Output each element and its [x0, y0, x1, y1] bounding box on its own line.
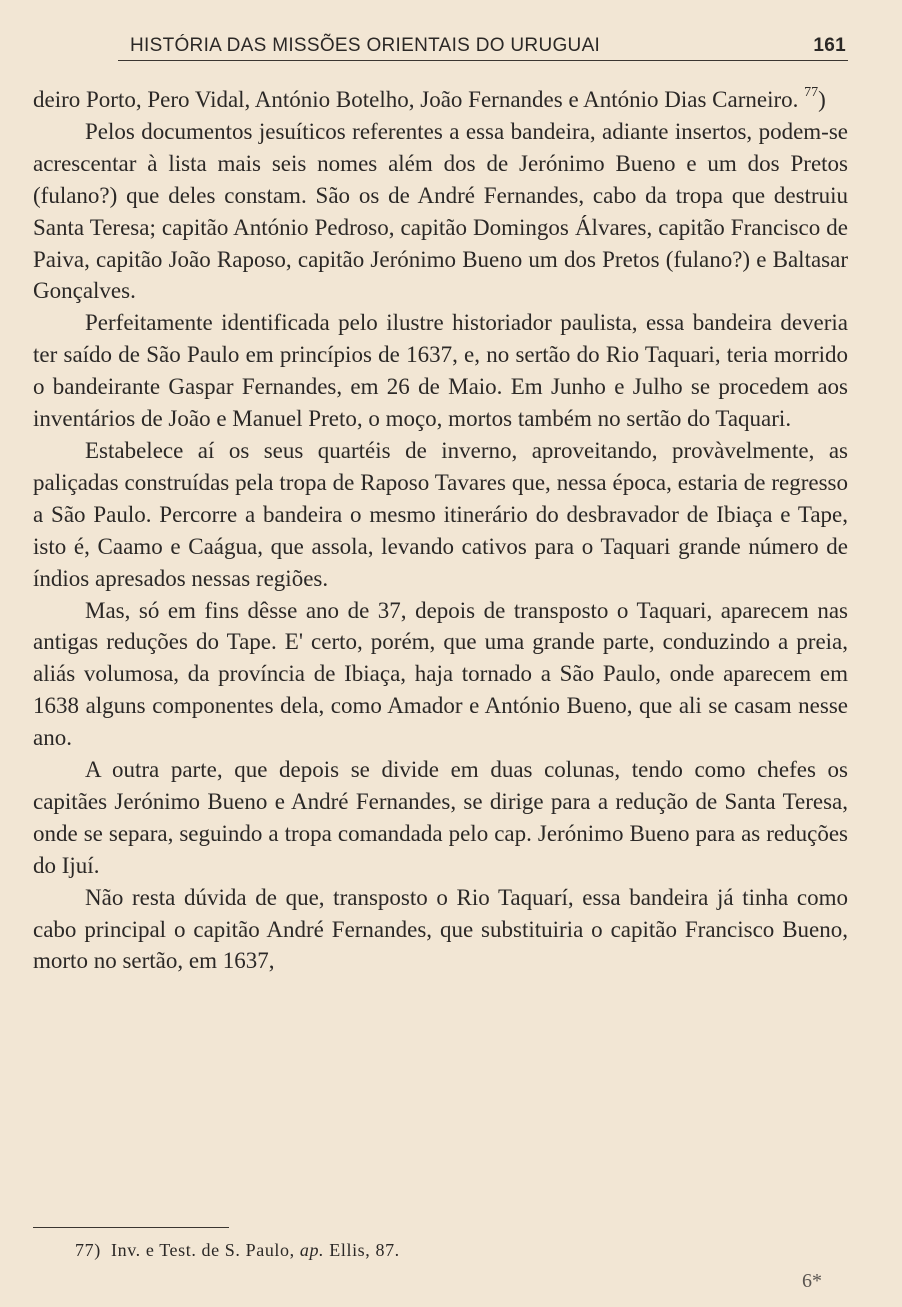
running-head [118, 32, 848, 61]
paragraph-7: Não resta dúvida de que, transposto o Rio Taquarí, essa bandeira já tinha como cabo principal o capitão André Fernandes, que substituiria o capitão Francisco Bueno, morto no sertão, em 1637, [33, 884, 848, 974]
footnote-reference-close: ) [818, 87, 826, 112]
body-text [33, 84, 848, 977]
paragraph-5: Mas, só em fins dêsse ano de 37, depois de transposto o Taquari, aparecem nas antigas reduções do Tape. E' certo, porém, que uma grande parte, conduzindo a preia, aliás volumosa, da província de Ibiaça, haja tornado a São Paulo, onde aparecem em 1638 alguns componentes dela, como Amador e António Bueno, que ali se casam nesse ano. [33, 597, 848, 751]
footnote [75, 1240, 400, 1261]
footnote-text-end: Ellis, 87. [329, 1240, 400, 1260]
paragraph-2: Pelos documentos jesuíticos referentes a essa bandeira, adiante insertos, podem-se acrescentar à lista mais seis nomes além dos de Jerónimo Bueno e um dos Pretos (fulano?) que deles constam. São os de André Fernandes, cabo da tropa que destruiu Santa Teresa; capitão António Pedroso, capitão Domingos Álvares, capitão Francisco de Paiva, capitão João Raposo, capitão Jerónimo Bueno um dos Pretos (fulano?) e Baltasar Gonçalves. [33, 118, 848, 304]
footnote-reference: 77 [804, 85, 819, 101]
footnote-italic: ap. [299, 1240, 325, 1260]
signature-mark: 6* [802, 1270, 822, 1292]
page-number: 161 [813, 35, 846, 56]
paragraph-1-text: deiro Porto, Pero Vidal, António Botelho, João Fernandes e António Dias Carneiro. [33, 87, 799, 112]
paragraph-3: Perfeitamente identificada pelo ilustre historiador paulista, essa bandeira deveria ter saído de São Paulo em princípios de 1637, e, no sertão do Rio Taquari, teria morrido o bandeirante Gaspar Fernandes, em 26 de Maio. Em Junho e Julho se procedem aos inventários de João e Manuel Preto, o moço, mortos também no sertão do Taquari. [33, 310, 848, 432]
running-head-title: HISTÓRIA DAS MISSÕES ORIENTAIS DO URUGUAI [130, 35, 601, 56]
footnote-text: Inv. e Test. de S. Paulo, [111, 1240, 295, 1260]
paragraph-1 [33, 84, 848, 116]
footnote-rule [33, 1227, 229, 1228]
footnote-number: 77) [75, 1240, 101, 1260]
paragraph-6: A outra parte, que depois se divide em duas colunas, tendo como chefes os capitães Jerónimo Bueno e André Fernandes, se dirige para a redução de Santa Teresa, onde se separa, seguindo a tropa comandada pelo cap. Jerónimo Bueno para as reduções do Ijuí. [33, 757, 848, 878]
paragraph-4: Estabelece aí os seus quartéis de inverno, aproveitando, provàvelmente, as paliçadas construídas pela tropa de Raposo Tavares que, nessa época, estaria de regresso a São Paulo. Percorre a bandeira o mesmo itinerário do desbravador de Ibiaça e Tape, isto é, Caamo e Caágua, que assola, levando cativos para o Taquari grande número de índios apresados nessas regiões. [33, 437, 848, 591]
